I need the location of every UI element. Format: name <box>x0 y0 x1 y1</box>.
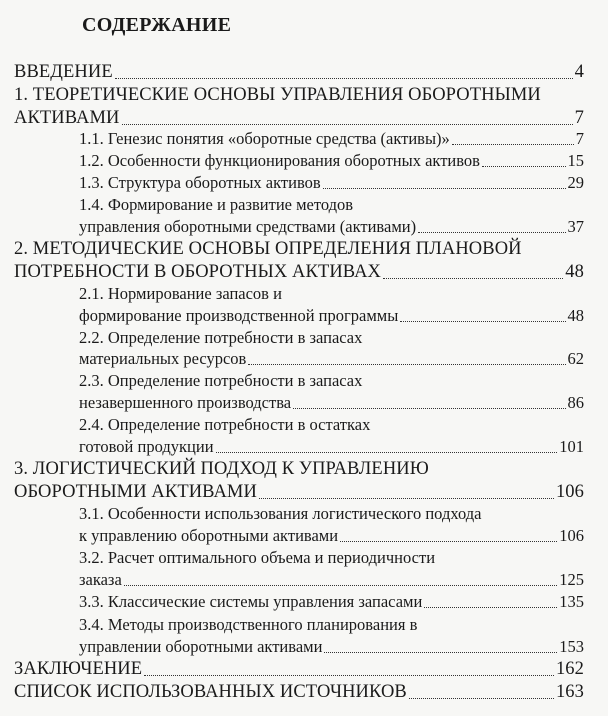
toc-entry-page: 37 <box>567 217 584 236</box>
toc-entry-1-1 <box>79 131 584 148</box>
toc-entry-2-3-line1: 2.3. Определение потребности в запасах <box>79 371 363 390</box>
dot-leader <box>409 697 554 699</box>
toc-entry-label: заказа <box>79 570 122 589</box>
toc-entry-page: 48 <box>565 262 584 282</box>
toc-entry-page: 163 <box>555 682 584 702</box>
dot-leader <box>482 165 566 167</box>
toc-entry-label: СПИСОК ИСПОЛЬЗОВАННЫХ ИСТОЧНИКОВ <box>14 682 407 702</box>
toc-entry-label: ПОТРЕБНОСТИ В ОБОРОТНЫХ АКТИВАХ <box>14 262 381 282</box>
toc-entry-2-4-line1: 2.4. Определение потребности в остатках <box>79 415 371 434</box>
toc-entry-chapter-3 <box>14 483 584 502</box>
toc-entry-page: 135 <box>559 592 584 611</box>
toc-entry-chapter-2 <box>14 263 584 282</box>
toc-entry-sources <box>14 683 584 702</box>
dot-leader <box>323 187 566 189</box>
toc-entry-2-1 <box>79 308 584 325</box>
toc-entry-label: управления оборотными средствами (активами) <box>79 217 417 236</box>
toc-entry-label: материальных ресурсов <box>79 349 247 368</box>
toc-entry-page: 101 <box>559 437 584 456</box>
toc-entry-3-4-line1: 3.4. Методы производственного планирования в <box>79 615 418 634</box>
toc-entry-3-4 <box>79 639 584 656</box>
toc-entry-3-2 <box>79 572 584 589</box>
dot-leader <box>324 651 557 653</box>
toc-entry-page: 29 <box>567 173 584 192</box>
dot-leader <box>122 123 573 125</box>
dot-leader <box>383 277 563 279</box>
toc-entry-page: 153 <box>559 637 584 656</box>
toc-entry-2-1-line1: 2.1. Нормирование запасов и <box>79 284 282 303</box>
toc-entry-chapter-1 <box>14 109 584 128</box>
toc-entry-3-1-line1: 3.1. Особенности использования логистического подхода <box>79 504 482 523</box>
page-title: СОДЕРЖАНИЕ <box>82 14 232 36</box>
toc-entry-label: готовой продукции <box>79 437 214 456</box>
toc-entry-label: ЗАКЛЮЧЕНИЕ <box>14 659 143 679</box>
toc-entry-page: 106 <box>555 482 584 502</box>
toc-entry-conclusion <box>14 660 584 679</box>
toc-entry-2-2-line1: 2.2. Определение потребности в запасах <box>79 328 363 347</box>
toc-chapter-1-line1: 1. ТЕОРЕТИЧЕСКИЕ ОСНОВЫ УПРАВЛЕНИЯ ОБОРОТНЫМИ <box>14 85 541 105</box>
toc-entry-label: 1.2. Особенности функционирования оборотных активов <box>79 151 480 170</box>
toc-entry-page: 162 <box>555 659 584 679</box>
toc-entry-page: 7 <box>574 108 584 128</box>
toc-entry-1-3 <box>79 175 584 192</box>
dot-leader <box>400 320 565 322</box>
dot-leader <box>248 363 565 365</box>
dot-leader <box>115 77 573 79</box>
toc-entry-2-3 <box>79 395 584 412</box>
toc-entry-label: ВВЕДЕНИЕ <box>14 62 113 82</box>
dot-leader <box>216 451 558 453</box>
dot-leader <box>340 540 557 542</box>
toc-entry-2-4 <box>79 439 584 456</box>
dot-leader <box>144 674 554 676</box>
toc-entry-page: 106 <box>559 526 584 545</box>
dot-leader <box>452 143 574 145</box>
toc-entry-label: 1.3. Структура оборотных активов <box>79 173 321 192</box>
toc-entry-1-4 <box>79 219 584 236</box>
dot-leader <box>124 584 557 586</box>
toc-entry-1-2 <box>79 153 584 170</box>
toc-chapter-3-line1: 3. ЛОГИСТИЧЕСКИЙ ПОДХОД К УПРАВЛЕНИЮ <box>14 459 429 479</box>
toc-entry-1-4-line1: 1.4. Формирование и развитие методов <box>79 195 354 214</box>
toc-entry-label: 1.1. Генезис понятия «оборотные средства (активы)» <box>79 129 450 148</box>
dot-leader <box>418 231 565 233</box>
toc-entry-3-2-line1: 3.2. Расчет оптимального объема и периодичности <box>79 548 436 567</box>
toc-entry-page: 15 <box>567 151 584 170</box>
dot-leader <box>293 407 565 409</box>
dot-leader <box>424 606 557 608</box>
toc-entry-page: 62 <box>567 349 584 368</box>
toc-entry-label: формирование производственной программы <box>79 306 399 325</box>
toc-entry-3-1 <box>79 528 584 545</box>
toc-entry-page: 48 <box>567 306 584 325</box>
toc-entry-page: 86 <box>567 393 584 412</box>
toc-entry-label: к управлению оборотными активами <box>79 526 339 545</box>
toc-entry-page: 125 <box>559 570 584 589</box>
toc-entry-label: АКТИВАМИ <box>14 108 120 128</box>
toc-entry-label: ОБОРОТНЫМИ АКТИВАМИ <box>14 482 257 502</box>
toc-entry-2-2 <box>79 351 584 368</box>
toc-entry-page: 4 <box>574 62 584 82</box>
toc-entry-page: 7 <box>575 129 584 148</box>
toc-chapter-2-line1: 2. МЕТОДИЧЕСКИЕ ОСНОВЫ ОПРЕДЕЛЕНИЯ ПЛАНОВОЙ <box>14 239 522 259</box>
toc-entry-label: 3.3. Классические системы управления запасами <box>79 592 423 611</box>
toc-entry-label: управлении оборотными активами <box>79 637 323 656</box>
toc-entry-label: незавершенного производства <box>79 393 292 412</box>
dot-leader <box>259 497 554 499</box>
toc-entry-intro <box>14 63 584 82</box>
toc-entry-3-3 <box>79 594 584 611</box>
